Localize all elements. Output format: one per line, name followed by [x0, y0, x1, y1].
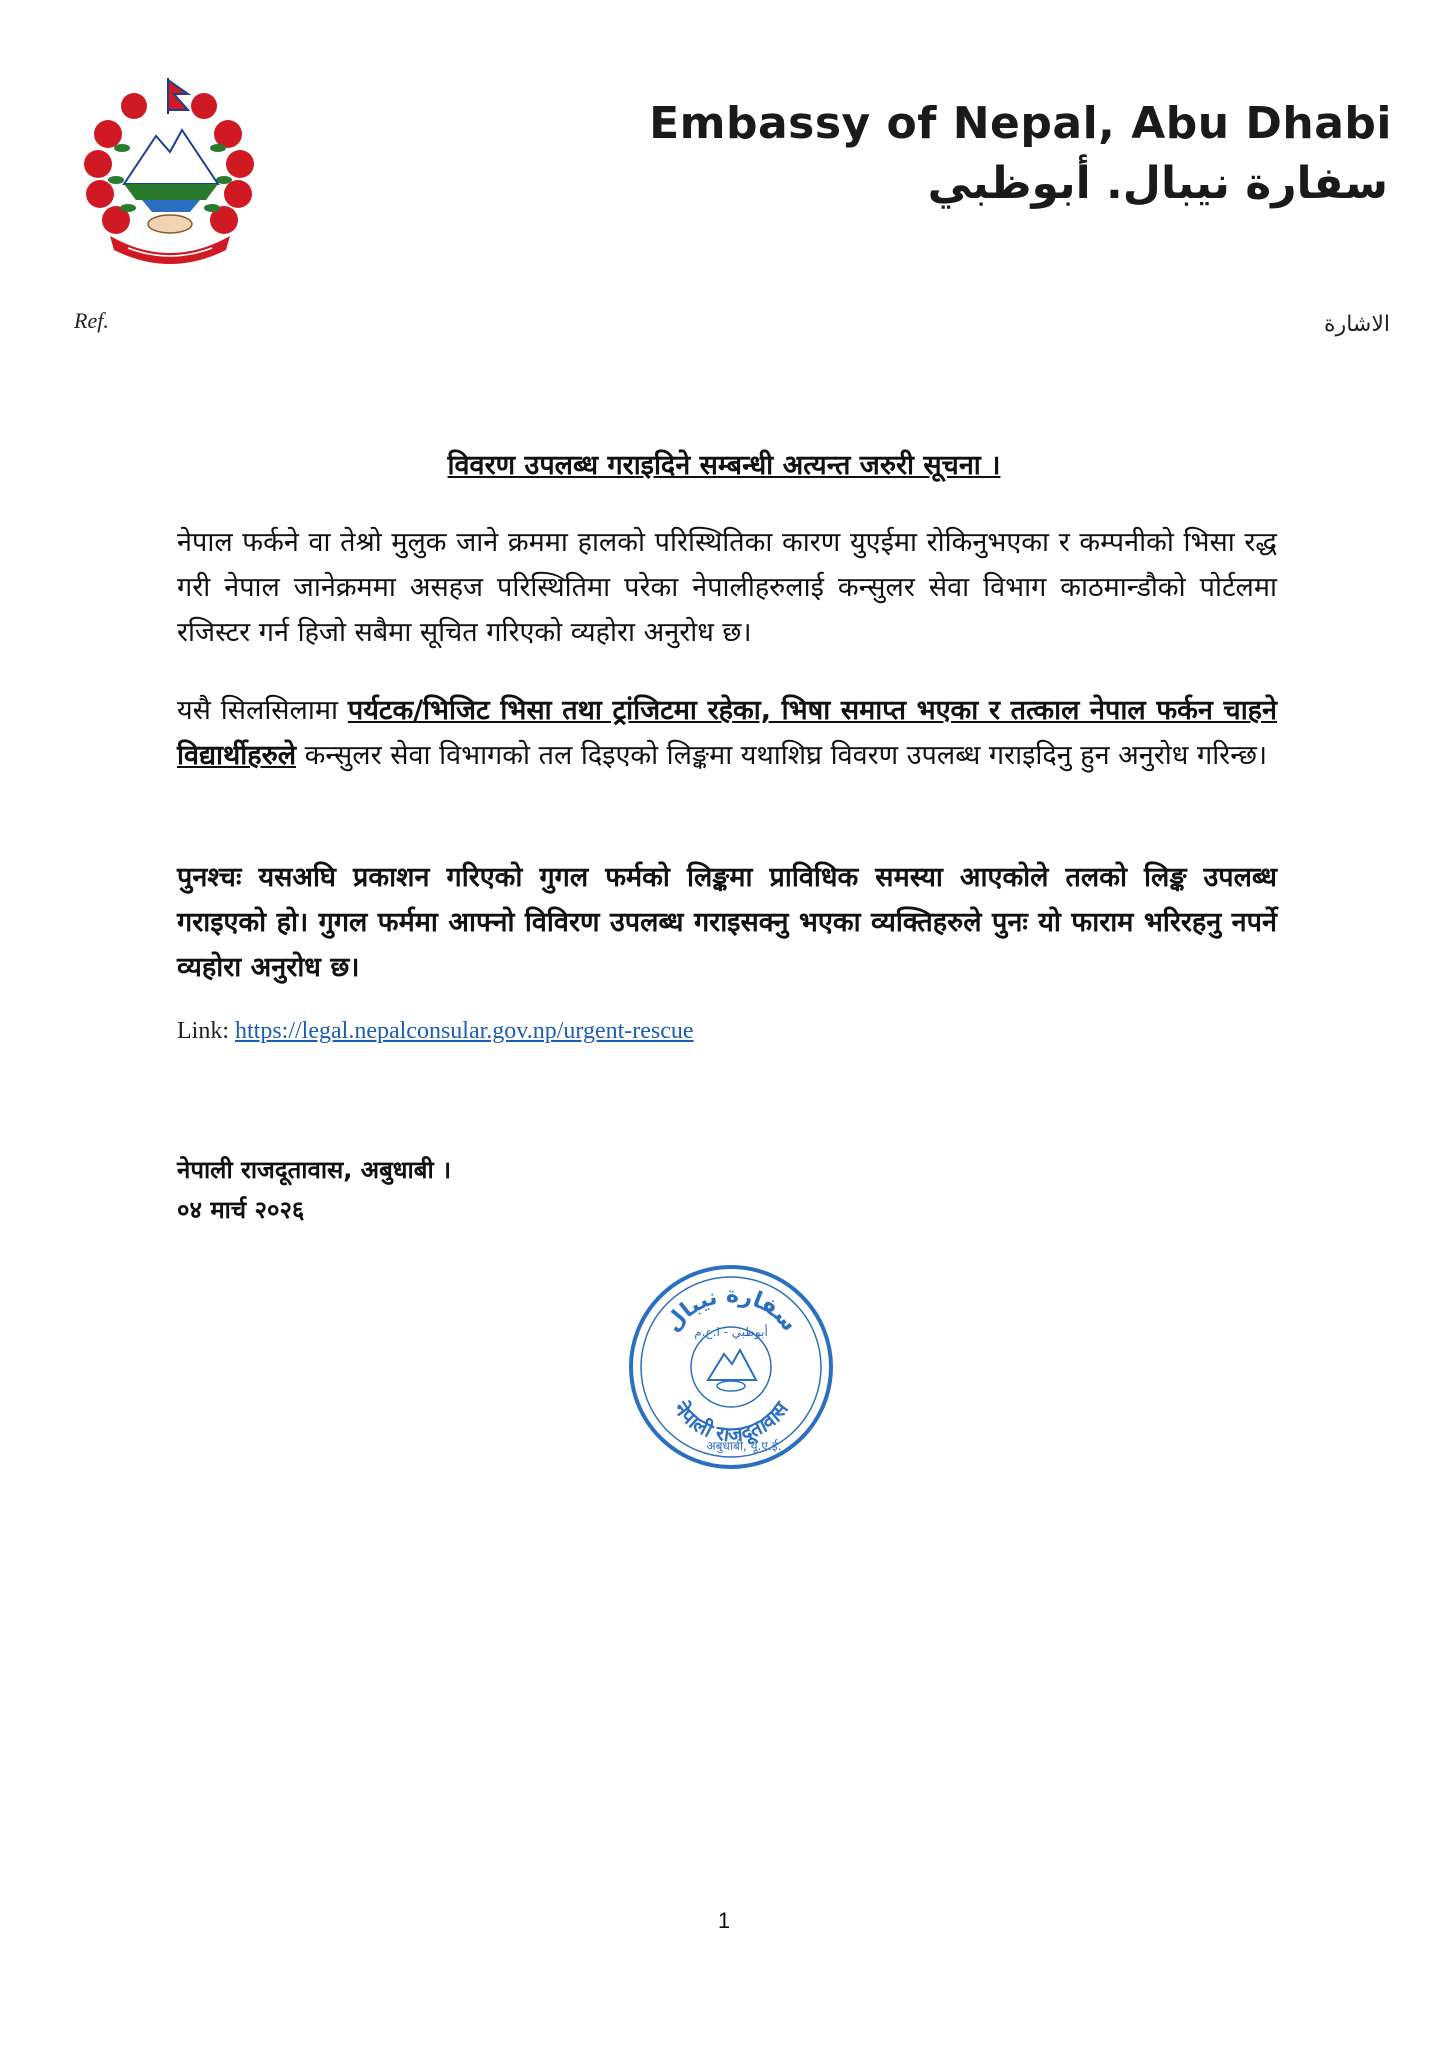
link-label: Link:: [177, 1018, 235, 1044]
seal-arabic-city: أبوظبي - ا.ع.م: [694, 1325, 768, 1339]
paragraph-3-postscript: पुनश्चः यसअघि प्रकाशन गरिएको गुगल फर्मको लिङ्कमा प्राविधिक समस्या आएकोले तलको लिङ्क उपलब्ध गराइएको हो। गुगल फर्ममा आफ्नो विविरण उपलब्ध गराइसक्नु भएका व्यक्तिहरुले पुनः यो फाराम भरिरहनु नपर्ने व्यहोरा अनुरोध छ।: [177, 862, 1277, 983]
ref-label: Ref.: [74, 308, 109, 333]
embassy-name-english: Embassy of Nepal, Abu Dhabi: [649, 98, 1392, 149]
signature-date: ०४ मार्च २०२६: [177, 1196, 305, 1224]
nepal-emblem-icon: [78, 74, 262, 264]
seal-arabic-text: سفارة نيبال: [660, 1282, 802, 1337]
paragraph-2-highlight: पर्यटक/भिजिट भिसा तथा ट्रांजिटमा रहेका, भिषा समाप्त भएका र तत्काल नेपाल फर्कन चाहने विद्यार्थीहरुले: [177, 695, 1278, 771]
seal-nepali-text: नेपाली राजदूतावास: [669, 1397, 793, 1447]
paragraph-2-lead: यसै सिलसिलामा: [177, 695, 348, 726]
ref-label-arabic: الاشارة: [1324, 312, 1390, 337]
notice-title: विवरण उपलब्ध गराइदिने सम्बन्धी अत्यन्त जरुरी सूचना ।: [447, 450, 1001, 481]
embassy-name-arabic: سفارة نيبال. أبوظبي: [927, 158, 1388, 209]
embassy-seal-icon: [626, 1262, 836, 1472]
signature-block: [177, 1150, 451, 1230]
paragraph-2-rest: कन्सुलर सेवा विभागको तल दिइएको लिङ्कमा यथाशिघ्र विवरण उपलब्ध गराइदिनु हुन अनुरोध गरिन्छ।: [296, 740, 1268, 771]
paragraph-1: नेपाल फर्कने वा तेश्रो मुलुक जाने क्रममा हालको परिस्थितिका कारण युएईमा रोकिनुभएका र कम्पनीको भिसा रद्ध गरी नेपाल जानेक्रममा असहज परिस्थितिमा परेका नेपालीहरुलाई कन्सुलर सेवा विभाग काठमान्डौको पोर्टलमा रजिस्टर गर्न हिजो सबैमा सूचित गरिएको व्यहोरा अनुरोध छ।: [177, 527, 1277, 648]
signature-office: नेपाली राजदूतावास, अबुधाबी ।: [177, 1156, 452, 1184]
page-number: 1: [717, 1908, 731, 1933]
seal-nepali-city: अबुधाबी, यू.ए.ई.: [706, 1439, 782, 1453]
rescue-portal-link[interactable]: https://legal.nepalconsular.gov.np/urgent-rescue: [235, 1018, 694, 1044]
paragraph-2: [177, 688, 1277, 778]
link-line: [177, 1018, 694, 1045]
